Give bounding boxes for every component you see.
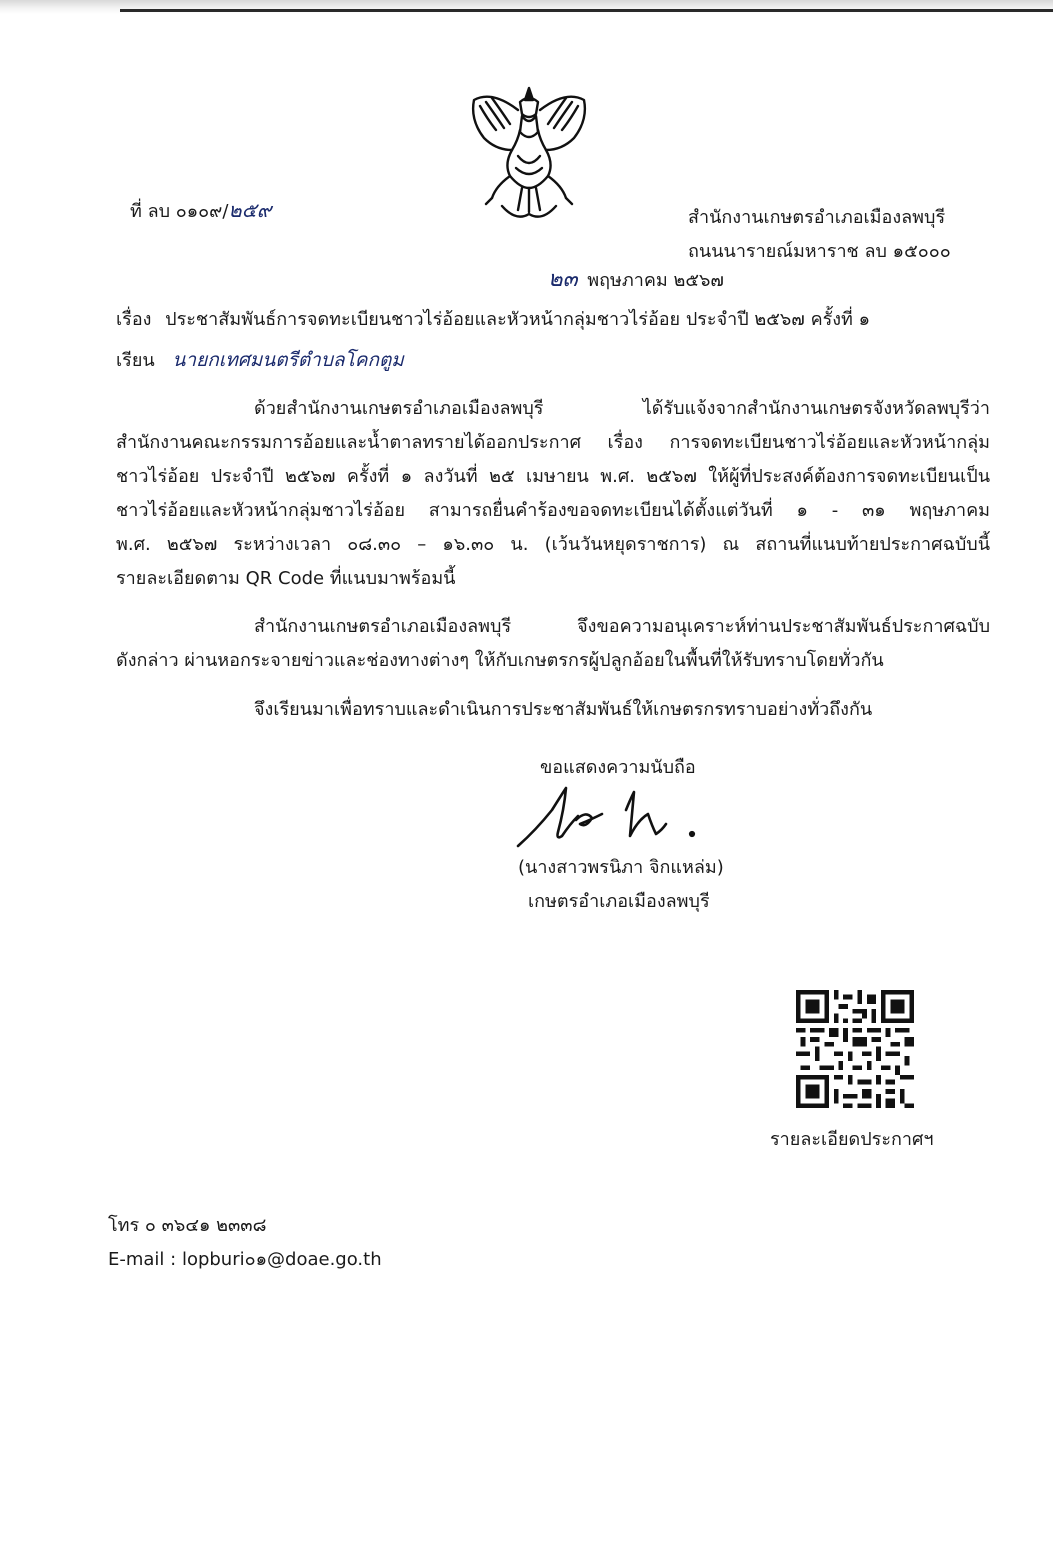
- date-day-handwritten: ๒๓: [548, 267, 578, 292]
- paragraph-2-line: ดังกล่าว ผ่านหอกระจายข่าวและช่องทางต่างๆ ให้กับเกษตรกรผู้ปลูกอ้อยในพื้นที่ให้รับทราบโดยทั่วกัน: [116, 650, 884, 671]
- paragraph-1-line: พ.ศ. ๒๕๖๗ ระหว่างเวลา ๐๘.๓๐ – ๑๖.๓๐ น. (เว้นวันหยุดราชการ) ณ สถานที่แนบท้ายประกาศฉบับนี้: [116, 534, 990, 555]
- qr-caption: รายละเอียดประกาศฯ: [770, 1129, 934, 1150]
- letter-date: [548, 268, 724, 293]
- paragraph-1-line: ด้วยสำนักงานเกษตรอำเภอเมืองลพบุรี ได้รับแจ้งจากสำนักงานเกษตรจังหวัดลพบุรีว่า: [254, 398, 990, 419]
- office-address: ถนนนารายณ์มหาราช ลบ ๑๕๐๐๐: [688, 241, 951, 262]
- date-month-year: พฤษภาคม ๒๕๖๗: [587, 270, 724, 291]
- signer-title: เกษตรอำเภอเมืองลพบุรี: [528, 891, 710, 912]
- subject-line: [116, 308, 870, 332]
- body-paragraph-3: จึงเรียนมาเพื่อทราบและดำเนินการประชาสัมพันธ์ให้เกษตรกรทราบอย่างทั่วถึงกัน: [254, 699, 873, 720]
- qr-code-icon[interactable]: [796, 988, 914, 1110]
- contact-email[interactable]: E-mail : lopburi๐๑@doae.go.th: [108, 1249, 382, 1270]
- reference-handwritten-number: ๒๕๙: [228, 198, 272, 222]
- recipient-handwritten-name: นายกเทศมนตรีตำบลโคกตูม: [172, 349, 404, 371]
- body-paragraph-2: [116, 610, 990, 678]
- reference-prefix: ที่ ลบ ๐๑๐๙/: [130, 201, 229, 222]
- contact-phone: โทร ๐ ๓๖๔๑ ๒๓๓๘: [108, 1215, 267, 1236]
- recipient-line: [116, 348, 404, 373]
- closing-regards: ขอแสดงความนับถือ: [540, 757, 696, 778]
- paragraph-1-line: ชาวไร่อ้อยและหัวหน้ากลุ่มชาวไร่อ้อย สามารถยื่นคำร้องขอจดทะเบียนได้ตั้งแต่วันที่ ๑ - ๓๑ พฤษภาคม: [116, 500, 990, 521]
- garuda-emblem-icon: [462, 80, 596, 228]
- office-name: สำนักงานเกษตรอำเภอเมืองลพบุรี: [688, 207, 946, 228]
- subject-text: ประชาสัมพันธ์การจดทะเบียนชาวไร่อ้อยและหัวหน้ากลุ่มชาวไร่อ้อย ประจำปี ๒๕๖๗ ครั้งที่ ๑: [165, 309, 871, 330]
- paragraph-2-line: สำนักงานเกษตรอำเภอเมืองลพบุรี จึงขอความอนุเคราะห์ท่านประชาสัมพันธ์ประกาศฉบับ: [254, 616, 990, 637]
- paragraph-1-line: สำนักงานคณะกรรมการอ้อยและน้ำตาลทรายได้ออกประกาศ เรื่อง การจดทะเบียนชาวไร่อ้อยและหัวหน้ากลุ่ม: [116, 432, 990, 453]
- recipient-label: เรียน: [116, 350, 155, 371]
- signature-icon: [506, 780, 706, 854]
- body-paragraph-1: [116, 392, 990, 596]
- reference-number: [130, 198, 271, 224]
- scan-edge-line: [0, 0, 1053, 14]
- subject-label: เรื่อง: [116, 309, 152, 330]
- paragraph-1-line: รายละเอียดตาม QR Code ที่แนบมาพร้อมนี้: [116, 568, 456, 589]
- signer-name: (นางสาวพรนิภา จิกแหล่ม): [518, 857, 724, 878]
- paragraph-1-line: ชาวไร่อ้อย ประจำปี ๒๕๖๗ ครั้งที่ ๑ ลงวันที่ ๒๕ เมษายน พ.ศ. ๒๕๖๗ ให้ผู้ที่ประสงค์ต้องการจดทะเบียนเป็น: [116, 466, 990, 487]
